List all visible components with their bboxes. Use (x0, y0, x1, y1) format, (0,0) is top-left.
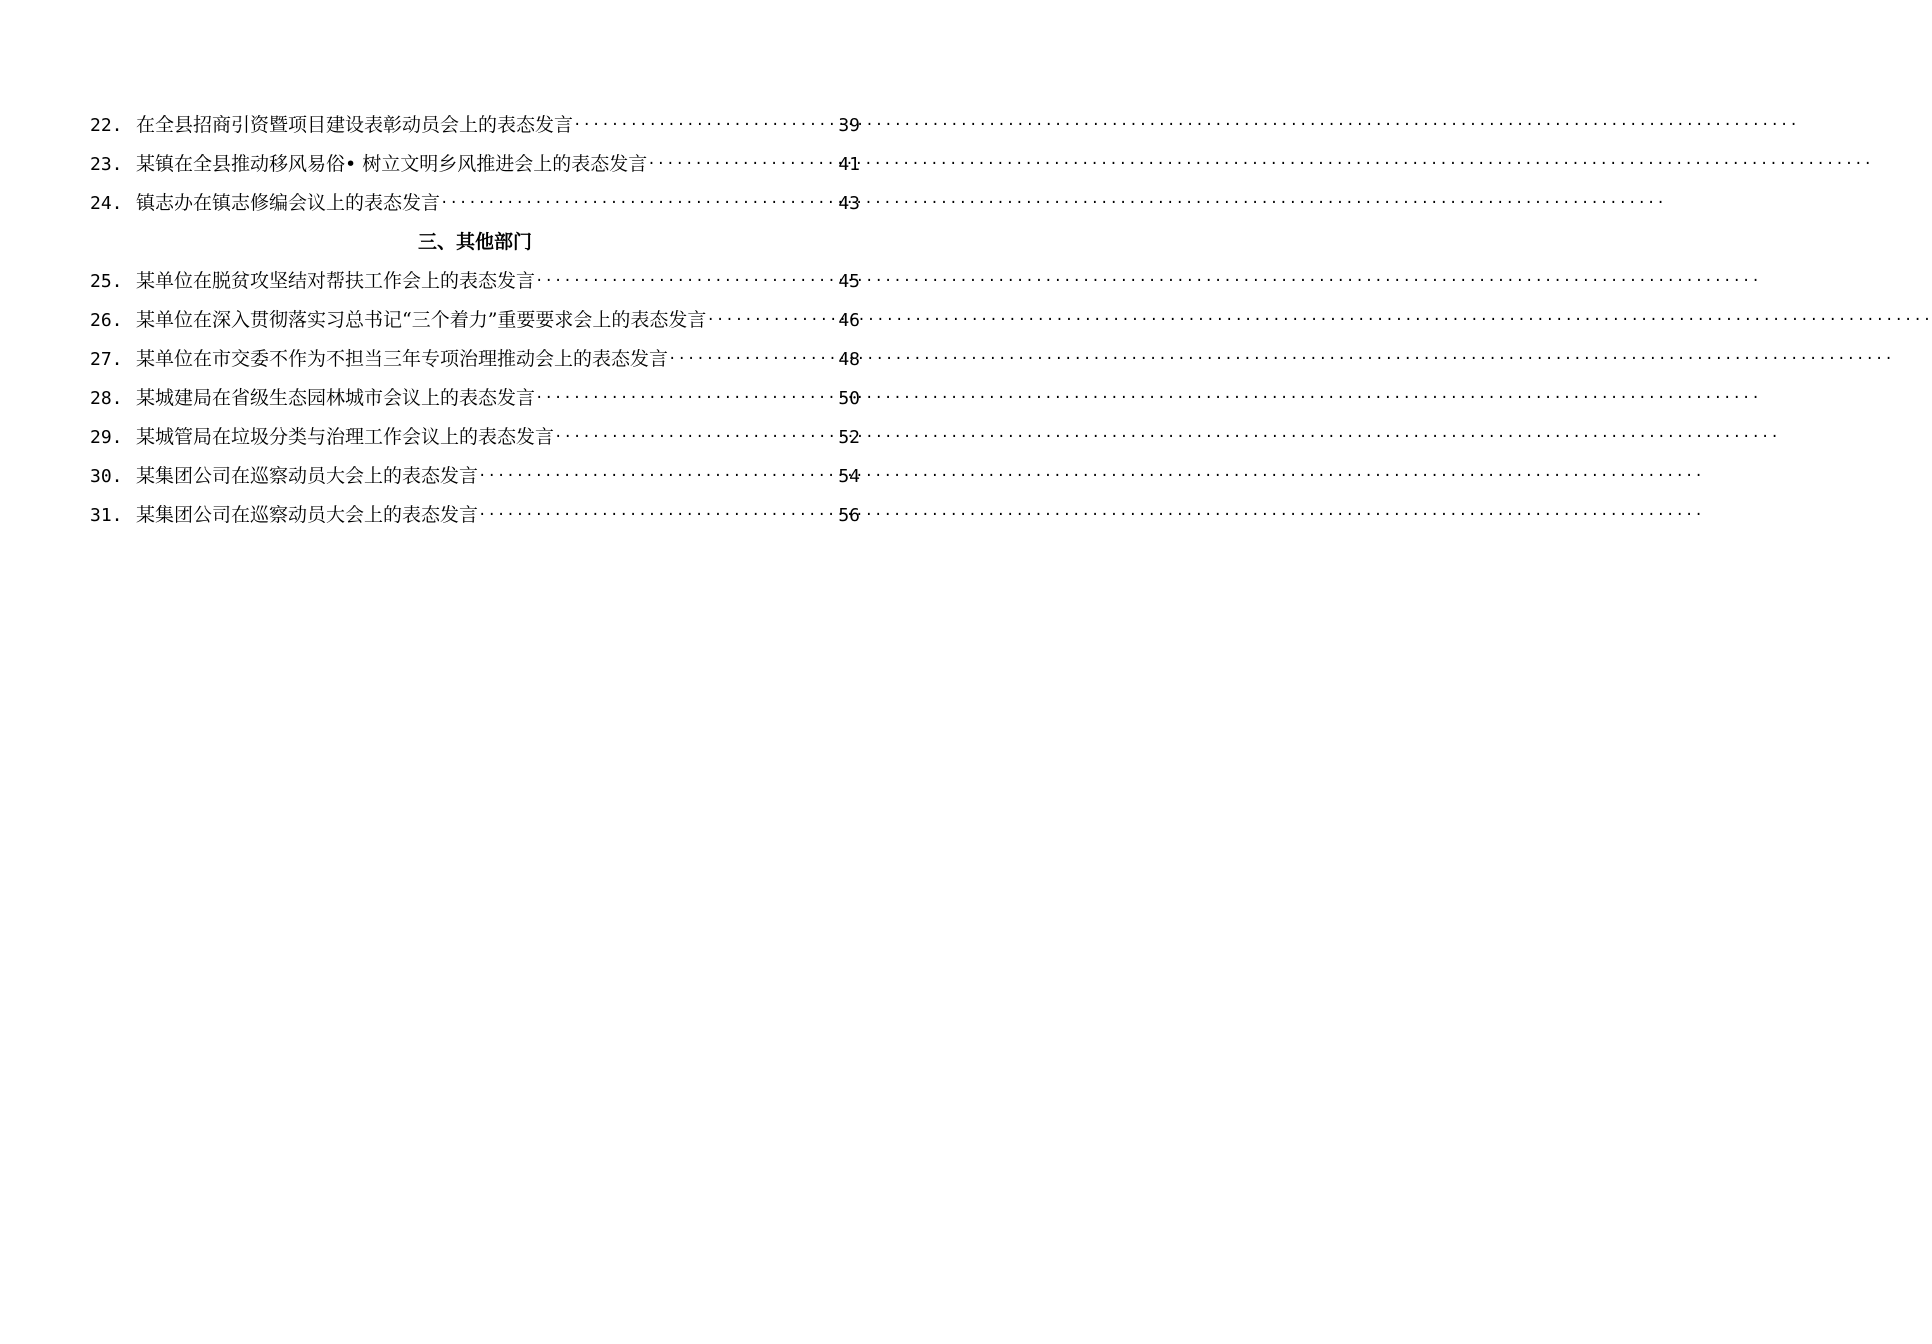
dot-leader (535, 379, 837, 418)
dot-leader (573, 106, 837, 145)
toc-entry-28[interactable] (90, 379, 860, 418)
toc-entry-title: 某镇在全县推动移风易俗• 树立文明乡风推进会上的表态发言 (136, 153, 648, 175)
toc-entry-number: 27. (90, 349, 123, 370)
toc-entry-title: 某集团公司在巡察动员大会上的表态发言 (136, 465, 479, 487)
dot-leader (478, 457, 837, 496)
dot-leader (554, 418, 837, 457)
toc-entry-page: 56 (838, 505, 860, 526)
toc-entry-number: 26. (90, 310, 123, 331)
toc-entry-25[interactable] (90, 262, 860, 301)
toc-entry-27[interactable] (90, 340, 860, 379)
toc-entry-number: 31. (90, 505, 123, 526)
toc-entry-number: 23. (90, 154, 123, 175)
toc-entry-page: 52 (838, 427, 860, 448)
toc-entry-page: 48 (838, 349, 860, 370)
dot-leader (440, 184, 837, 223)
toc-entry-title: 某单位在市交委不作为不担当三年专项治理推动会上的表态发言 (136, 348, 669, 370)
toc-entry-number: 22. (90, 115, 123, 136)
toc-entry-24[interactable] (90, 184, 860, 223)
dot-leader (535, 262, 837, 301)
toc-entry-page: 50 (838, 388, 860, 409)
toc-entry-page: 39 (838, 115, 860, 136)
toc-entry-23[interactable] (90, 145, 860, 184)
toc-entry-number: 28. (90, 388, 123, 409)
toc-entry-22[interactable] (90, 106, 860, 145)
toc-entry-page: 54 (838, 466, 860, 487)
toc-entry-title: 某单位在深入贯彻落实习总书记“三个着力”重要要求会上的表态发言 (136, 309, 707, 331)
toc-entry-title: 某单位在脱贫攻坚结对帮扶工作会上的表态发言 (136, 270, 536, 292)
table-of-contents (90, 106, 860, 535)
toc-entry-title: 某城管局在垃圾分类与治理工作会议上的表态发言 (136, 426, 555, 448)
toc-entry-title: 镇志办在镇志修编会议上的表态发言 (136, 192, 441, 214)
section-heading: 三、其他部门 (417, 231, 532, 253)
toc-entry-title: 某城建局在省级生态园林城市会议上的表态发言 (136, 387, 536, 409)
toc-entry-number: 25. (90, 271, 123, 292)
toc-entry-31[interactable] (90, 496, 860, 535)
toc-entry-page: 45 (838, 271, 860, 292)
toc-entry-30[interactable] (90, 457, 860, 496)
toc-entry-number: 30. (90, 466, 123, 487)
toc-entry-26[interactable] (90, 301, 860, 340)
toc-entry-page: 43 (838, 193, 860, 214)
toc-entry-number: 24. (90, 193, 123, 214)
dot-leader (647, 145, 837, 184)
toc-entry-title: 某集团公司在巡察动员大会上的表态发言 (136, 504, 479, 526)
toc-entry-page: 41 (838, 154, 860, 175)
toc-entry-title: 在全县招商引资暨项目建设表彰动员会上的表态发言 (136, 114, 574, 136)
toc-entry-number: 29. (90, 427, 123, 448)
dot-leader (706, 301, 837, 340)
toc-entry-page: 46 (838, 310, 860, 331)
toc-entry-29[interactable] (90, 418, 860, 457)
dot-leader (668, 340, 837, 379)
dot-leader (478, 496, 837, 535)
